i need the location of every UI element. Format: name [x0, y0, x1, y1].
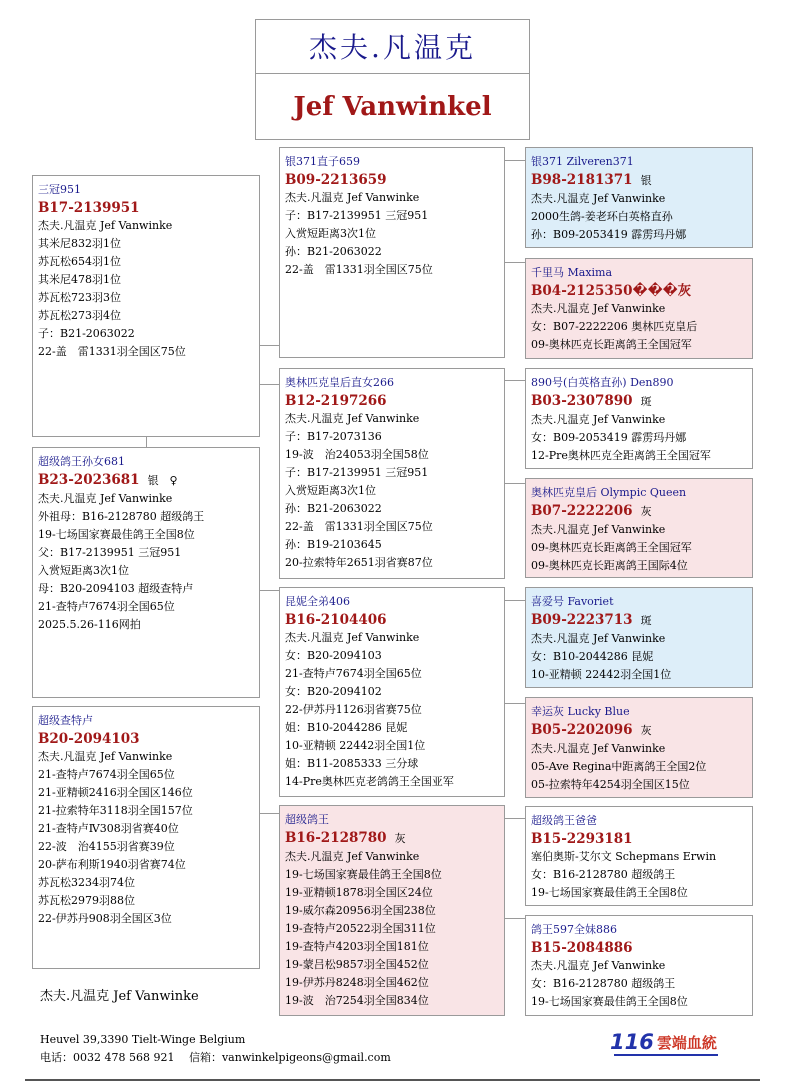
pedigree-card-gg1	[525, 147, 753, 248]
card-line: 19-七场国家赛最佳鸽王全国8位	[531, 886, 688, 899]
card-line: 10-亚精顿 22442羽全国1位	[531, 668, 672, 681]
pedigree-card-g3	[279, 587, 505, 797]
connector-g4-gg8	[504, 918, 526, 919]
logo-number: 116	[610, 1030, 654, 1054]
card-line: 21-查特卢7674羽全国65位	[38, 768, 175, 781]
logo-underline	[614, 1054, 718, 1056]
pedigree-card-gg8	[525, 915, 753, 1016]
card-line: 入赏短距离3次1位	[285, 227, 376, 240]
logo-text: 雲端血統	[656, 1033, 717, 1052]
card-title: 超级鸽王爸爸	[531, 814, 597, 827]
ring-number: B05-2202096 灰	[531, 722, 652, 738]
pedigree-card-gg4	[525, 478, 753, 578]
footer-phone-email: 电话：0032 478 568 921 信箱：vanwinkelpigeons@gmail.com	[40, 1051, 391, 1064]
card-line: 子：B21-2063022	[38, 327, 135, 340]
card-line: 14-Pre奥林匹克老鸽鸽王全国亚军	[285, 775, 454, 788]
card-line: 杰夫.凡温克 Jef Vanwinke	[531, 413, 666, 426]
card-line: 入赏短距离3次1位	[38, 564, 129, 577]
pedigree-card-g4	[279, 805, 505, 1016]
ring-number: B07-2222206 灰	[531, 503, 652, 519]
card-title: 昆妮全弟406	[285, 595, 350, 608]
ring-number: B09-2213659	[285, 172, 387, 188]
card-line: 女：B07-2222206 奥林匹克皇后	[531, 320, 698, 333]
owner-name: 杰夫.凡温克 Jef Vanwinke	[40, 989, 199, 1004]
footer-contact	[40, 1031, 391, 1067]
ring-number: B03-2307890 斑	[531, 393, 652, 409]
card-line: 09-奥林匹克长距离鸽王全国冠军	[531, 338, 692, 351]
ring-number: B16-2104406	[285, 612, 387, 628]
ring-number: B12-2197266	[285, 393, 387, 409]
ring-number: B17-2139951	[38, 200, 140, 216]
connector-g1-gg2	[504, 262, 526, 263]
connector-g3-gg6	[504, 703, 526, 704]
connector-g3-gg5	[504, 600, 526, 601]
card-line: 外祖母：B16-2128780 超级鸽王	[38, 510, 205, 523]
color-label: 银	[640, 174, 652, 187]
card-line: 杰夫.凡温克 Jef Vanwinke	[285, 412, 420, 425]
card-line: 2000生鸽-姜老环白英格直孙	[531, 210, 673, 223]
card-line: 22-盖 雷1331羽全国区75位	[285, 263, 433, 276]
card-line: 21-亚精顿2416羽全国区146位	[38, 786, 193, 799]
card-line: 19-蒙吕松9857羽全国452位	[285, 958, 429, 971]
card-line: 女：B09-2053419 霹雳玛丹娜	[531, 431, 687, 444]
card-line: 12-Pre奥林匹克全距离鸽王全国冠军	[531, 449, 711, 462]
card-line: 苏瓦松3234羽74位	[38, 876, 135, 889]
footer-address: Heuvel 39,3390 Tielt-Winge Belgium	[40, 1033, 246, 1046]
connector-g4-gg7	[504, 818, 526, 819]
pedigree-card-g1	[279, 147, 505, 358]
pedigree-card-sire	[32, 175, 260, 437]
card-title: 奥林匹克皇后 Olympic Queen	[531, 486, 687, 499]
card-line: 孙：B21-2063022	[285, 502, 382, 515]
card-line: 杰夫.凡温克 Jef Vanwinke	[285, 850, 420, 863]
card-line: 父：B17-2139951 三冠951	[38, 546, 182, 559]
pedigree-card-gg7	[525, 806, 753, 906]
card-line: 10-亚精顿 22442羽全国1位	[285, 739, 426, 752]
card-line: 杰夫.凡温克 Jef Vanwinke	[38, 492, 173, 505]
card-line: 苏瓦松273羽4位	[38, 309, 121, 322]
pedigree-card-gg2	[525, 258, 753, 359]
card-line: 19-威尔森20956羽全国238位	[285, 904, 436, 917]
card-line: 22-波 治4155羽省赛39位	[38, 840, 175, 853]
card-line: 20-萨布利斯1940羽省赛74位	[38, 858, 186, 871]
card-line: 女：B10-2044286 昆妮	[531, 650, 654, 663]
card-line: 子：B17-2139951 三冠951	[285, 466, 429, 479]
card-line: 19-七场国家赛最佳鸽王全国8位	[531, 995, 688, 1008]
card-line: 杰夫.凡温克 Jef Vanwinke	[531, 302, 666, 315]
connector-g1-gg1	[504, 160, 526, 161]
card-title: 银371直子659	[285, 155, 360, 168]
card-line: 19-伊苏丹8248羽全国462位	[285, 976, 429, 989]
card-line: 苏瓦松2979羽88位	[38, 894, 135, 907]
card-title: 鸽王597全妹886	[531, 923, 617, 936]
color-label: 灰	[640, 505, 652, 518]
card-line: 19-波 治24053羽全国58位	[285, 448, 429, 461]
card-line: 姐：B10-2044286 昆妮	[285, 721, 408, 734]
color-sex-label: 银 ♀	[147, 474, 178, 487]
card-line: 19-波 治7254羽全国834位	[285, 994, 429, 1007]
card-line: 21-查特卢Ⅳ308羽省赛40位	[38, 822, 179, 835]
card-line: 21-查特卢7674羽全国65位	[285, 667, 422, 680]
card-line: 孙：B09-2053419 霹雳玛丹娜	[531, 228, 687, 241]
color-label: 斑	[640, 395, 652, 408]
card-title: 超级鸽王	[285, 813, 329, 826]
card-line: 子：B17-2139951 三冠951	[285, 209, 429, 222]
card-line: 22-盖 雷1331羽全国区75位	[38, 345, 186, 358]
color-label: 灰	[640, 724, 652, 737]
card-line: 22-伊苏丹1126羽省赛75位	[285, 703, 422, 716]
card-line: 杰夫.凡温克 Jef Vanwinke	[38, 750, 173, 763]
brand-logo	[610, 1030, 722, 1058]
pedigree-card-gg6	[525, 697, 753, 798]
connector-sire-g2	[259, 384, 280, 385]
header-english-name: Jef Vanwinkel	[255, 74, 530, 140]
card-line: 19-七场国家赛最佳鸽王全国8位	[285, 868, 442, 881]
card-line: 19-查特卢20522羽全国311位	[285, 922, 436, 935]
card-line: 女：B20-2094103	[285, 649, 382, 662]
pedigree-card-g2	[279, 368, 505, 579]
ring-number: B04-2125350���灰	[531, 283, 692, 299]
pedigree-card-dam	[32, 447, 260, 698]
footer-rule	[25, 1079, 760, 1081]
color-label: 斑	[640, 614, 652, 627]
card-line: 孙：B19-2103645	[285, 538, 382, 551]
card-line: 05-拉索特年4254羽全国区15位	[531, 778, 690, 791]
card-line: 杰夫.凡温克 Jef Vanwinke	[531, 523, 666, 536]
card-title: 890号(白英格直孙) Den890	[531, 376, 674, 389]
card-line: 杰夫.凡温克 Jef Vanwinke	[285, 631, 420, 644]
card-line: 女：B16-2128780 超级鸽王	[531, 868, 676, 881]
card-line: 20-拉索特年2651羽省赛87位	[285, 556, 433, 569]
connector-g2-gg4	[504, 483, 526, 484]
card-line: 姐：B11-2085333 三分球	[285, 757, 419, 770]
card-title: 超级查特卢	[38, 714, 93, 727]
card-line: 09-奥林匹克长距离鸽王全国冠军	[531, 541, 692, 554]
card-title: 超级鸽王孙女681	[38, 455, 125, 468]
card-line: 其米尼478羽1位	[38, 273, 121, 286]
card-line: 塞伯奥斯-艾尔文 Schepmans Erwin	[531, 850, 717, 863]
connector-dam-g3	[259, 590, 280, 591]
ring-number: B15-2084886	[531, 940, 633, 956]
card-line: 19-亚精顿1878羽全国区24位	[285, 886, 433, 899]
card-line: 2025.5.26-116网拍	[38, 618, 141, 631]
card-line: 子：B17-2073136	[285, 430, 382, 443]
ring-number: B98-2181371 银	[531, 172, 652, 188]
card-line: 19-七场国家赛最佳鸽王全国8位	[38, 528, 195, 541]
header-chinese-name: 杰夫.凡温克	[255, 19, 530, 74]
card-line: 05-Ave Regina中距离鸽王全国2位	[531, 760, 707, 773]
card-title: 千里马 Maxima	[531, 266, 613, 279]
card-title: 三冠951	[38, 183, 81, 196]
connector-sire-dam	[146, 437, 147, 447]
card-title: 奥林匹克皇后直女266	[285, 376, 394, 389]
card-line: 21-查特卢7674羽全国65位	[38, 600, 175, 613]
card-line: 22-伊苏丹908羽全国区3位	[38, 912, 172, 925]
card-line: 苏瓦松654羽1位	[38, 255, 121, 268]
card-line: 其米尼832羽1位	[38, 237, 121, 250]
card-line: 杰夫.凡温克 Jef Vanwinke	[531, 959, 666, 972]
connector-g2-gg3	[504, 380, 526, 381]
card-line: 女：B20-2094102	[285, 685, 382, 698]
connector-dam-g4	[259, 813, 280, 814]
card-line: 女：B16-2128780 超级鸽王	[531, 977, 676, 990]
card-line: 孙：B21-2063022	[285, 245, 382, 258]
card-line: 杰夫.凡温克 Jef Vanwinke	[531, 742, 666, 755]
card-line: 母：B20-2094103 超级查特卢	[38, 582, 194, 595]
card-line: 杰夫.凡温克 Jef Vanwinke	[38, 219, 173, 232]
ring-number: B23-2023681 银 ♀	[38, 472, 178, 488]
card-line: 杰夫.凡温克 Jef Vanwinke	[531, 632, 666, 645]
card-line: 21-拉索特年3118羽全国157位	[38, 804, 193, 817]
pedigree-card-dam-dam	[32, 706, 260, 969]
card-line: 19-查特卢4203羽全国181位	[285, 940, 429, 953]
card-title: 喜爱号 Favoriet	[531, 595, 614, 608]
ring-number: B09-2223713 斑	[531, 612, 652, 628]
card-title: 银371 Zilveren371	[531, 155, 634, 168]
pedigree-card-gg5	[525, 587, 753, 688]
connector-sire-g1	[259, 345, 280, 346]
card-line: 杰夫.凡温克 Jef Vanwinke	[285, 191, 420, 204]
card-line: 苏瓦松723羽3位	[38, 291, 121, 304]
card-line: 22-盖 雷1331羽全国区75位	[285, 520, 433, 533]
pedigree-card-gg3	[525, 368, 753, 469]
ring-number: B15-2293181	[531, 831, 633, 847]
card-line: 09-奥林匹克长距离鸽王国际4位	[531, 559, 688, 572]
color-label: 灰	[394, 832, 406, 845]
card-title: 幸运灰 Lucky Blue	[531, 705, 630, 718]
card-line: 入赏短距离3次1位	[285, 484, 376, 497]
ring-number: B16-2128780 灰	[285, 830, 406, 846]
card-line: 杰夫.凡温克 Jef Vanwinke	[531, 192, 666, 205]
ring-number: B20-2094103	[38, 731, 140, 747]
